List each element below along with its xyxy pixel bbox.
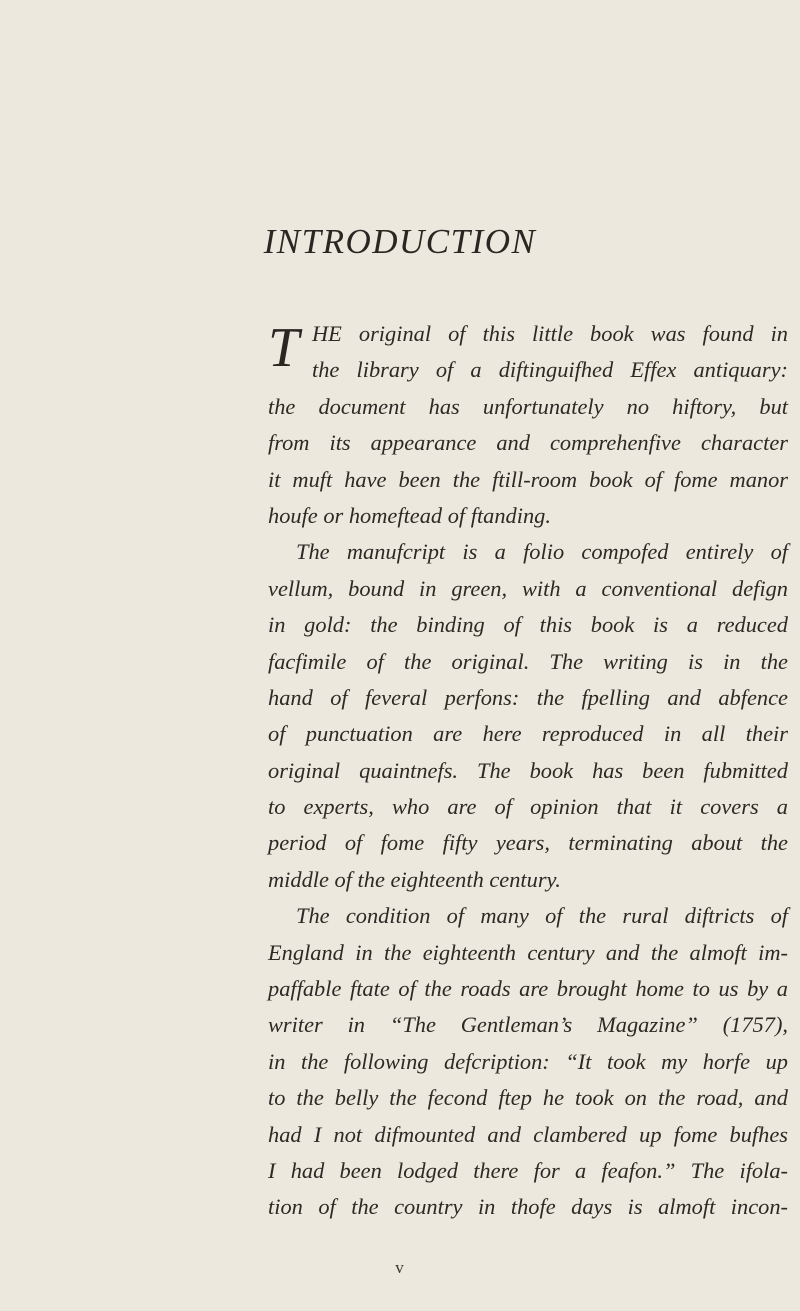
text-line: vellum, bound in green, with a conventional defign bbox=[268, 575, 788, 601]
text-line: paffable ftate of the roads are brought home to us by a bbox=[268, 976, 788, 1002]
text-line: houfe or homeftead of ftanding. bbox=[268, 502, 551, 528]
text-line: tion of the country in thofe days is almoft incon- bbox=[268, 1194, 788, 1220]
text-line: hand of feveral perfons: the fpelling and abfence bbox=[268, 684, 788, 710]
text-line: the library of a diftinguifhed Effex antiquary: bbox=[312, 357, 788, 383]
text-line: The manufcript is a folio compofed entirely of bbox=[296, 539, 788, 565]
text-line: The condition of many of the rural diftricts of bbox=[296, 903, 788, 929]
text-line: from its appearance and comprehenfive character bbox=[268, 430, 788, 456]
text-line: I had been lodged there for a feafon.” The ifola- bbox=[268, 1157, 788, 1183]
text-line: the document has unfortunately no hiftory, but bbox=[268, 393, 788, 419]
text-line: in the following defcription: “It took my horfe up bbox=[268, 1048, 788, 1074]
text-line: of punctuation are here reproduced in all their bbox=[268, 721, 788, 747]
text-line: to experts, who are of opinion that it covers a bbox=[268, 794, 788, 820]
text-line: period of fome fifty years, terminating about the bbox=[268, 830, 788, 856]
text-line: writer in “The Gentleman’s Magazine” (1757), bbox=[268, 1012, 788, 1038]
drop-cap: T bbox=[268, 317, 300, 379]
text-line: in gold: the binding of this book is a reduced bbox=[268, 612, 788, 638]
introduction-text bbox=[268, 316, 788, 1226]
text-line: middle of the eighteenth century. bbox=[268, 866, 561, 892]
text-line: HE original of this little book was found in bbox=[312, 321, 788, 346]
page-number: v bbox=[395, 1258, 405, 1277]
text-line: original quaintnefs. The book has been fubmitted bbox=[268, 757, 788, 783]
text-line: it muft have been the ftill-room book of fome manor bbox=[268, 466, 788, 492]
text-line: to the belly the fecond ftep he took on the road, and bbox=[268, 1085, 788, 1111]
chapter-heading: INTRODUCTION bbox=[263, 222, 537, 261]
text-line: facfimile of the original. The writing is in the bbox=[268, 648, 788, 674]
text-line: had I not difmounted and clambered up fome bufhes bbox=[268, 1121, 788, 1147]
text-line: England in the eighteenth century and the almoft im- bbox=[268, 939, 788, 965]
